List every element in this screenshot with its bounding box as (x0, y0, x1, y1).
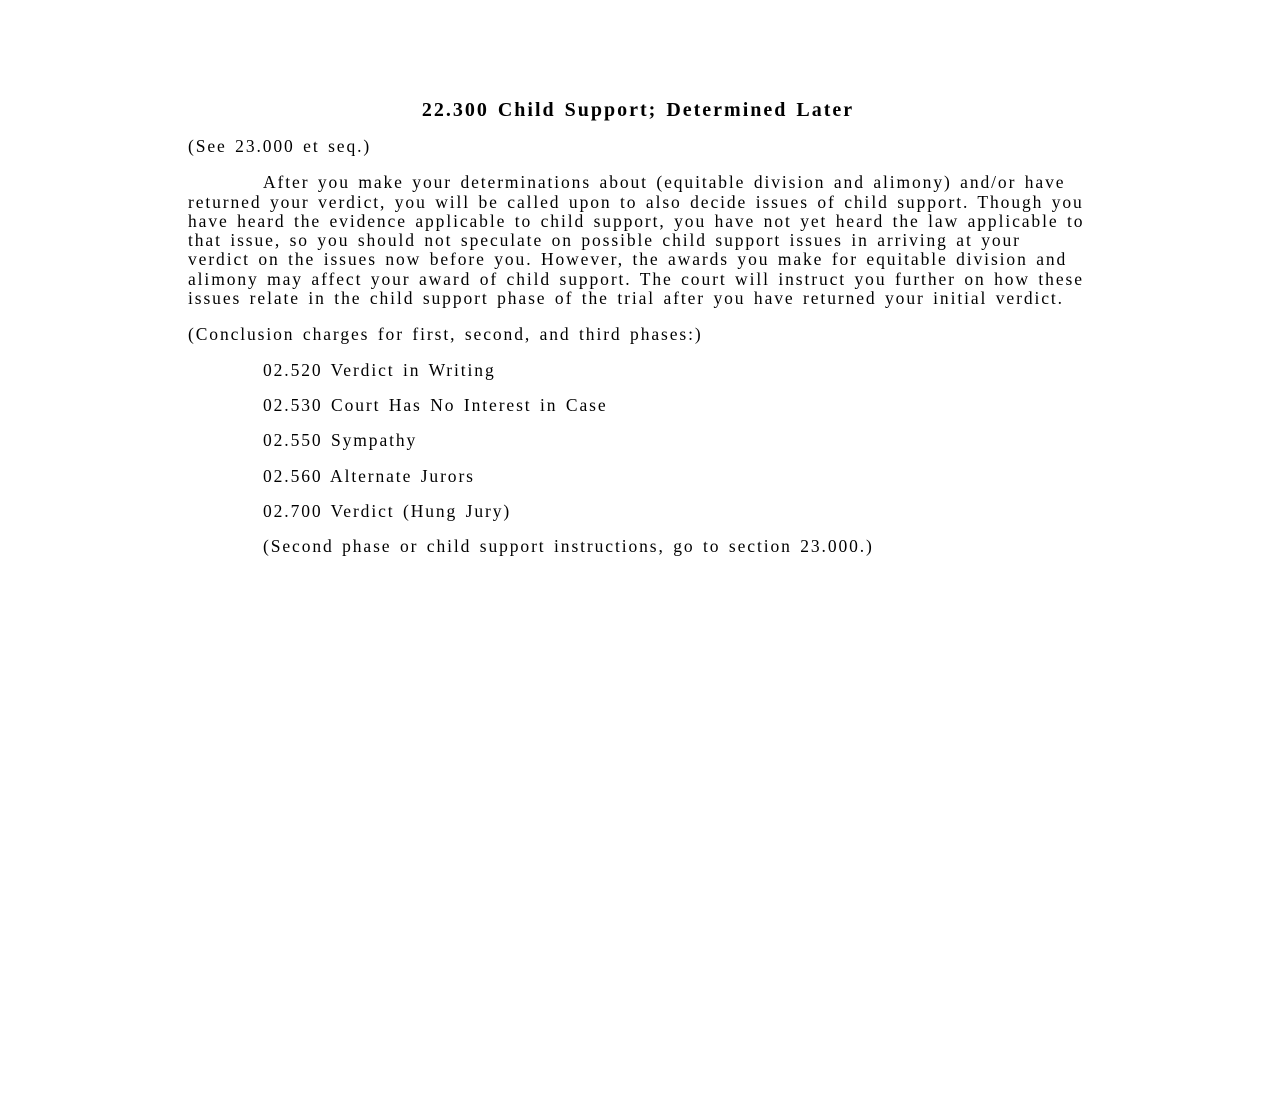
conclusion-heading: (Conclusion charges for first, second, and third phases:) (188, 324, 703, 345)
document-title: 22.300 Child Support; Determined Later (421, 99, 855, 121)
charge-item: 02.550 Sympathy (263, 430, 418, 451)
charge-item: 02.560 Alternate Jurors (263, 465, 475, 486)
body-paragraph: After you make your determinations about (equitable division and alimony) and/or have returned your verdict, you will be called upon to also decide issues of child support. Though you have heard the evidence applicable to child support, you have not yet heard the law applicable to that issue, so you should not speculate on possible child support issues in arriving at your verdict on the issues now before you. However, the awards you make for equitable division and alimony may affect your award of child support. The court will instruct you further on how these issues relate in the child support phase of the trial after you have returned your initial verdict. (188, 172, 1085, 309)
second-phase-note: (Second phase or child support instructions, go to section 23.000.) (263, 536, 874, 557)
charge-item: 02.530 Court Has No Interest in Case (263, 394, 608, 415)
charge-list (188, 361, 1088, 521)
charge-item: 02.520 Verdict in Writing (263, 359, 496, 380)
document-content (188, 0, 1088, 556)
charge-item: 02.700 Verdict (Hung Jury) (263, 500, 512, 521)
see-reference: (See 23.000 et seq.) (188, 136, 372, 156)
